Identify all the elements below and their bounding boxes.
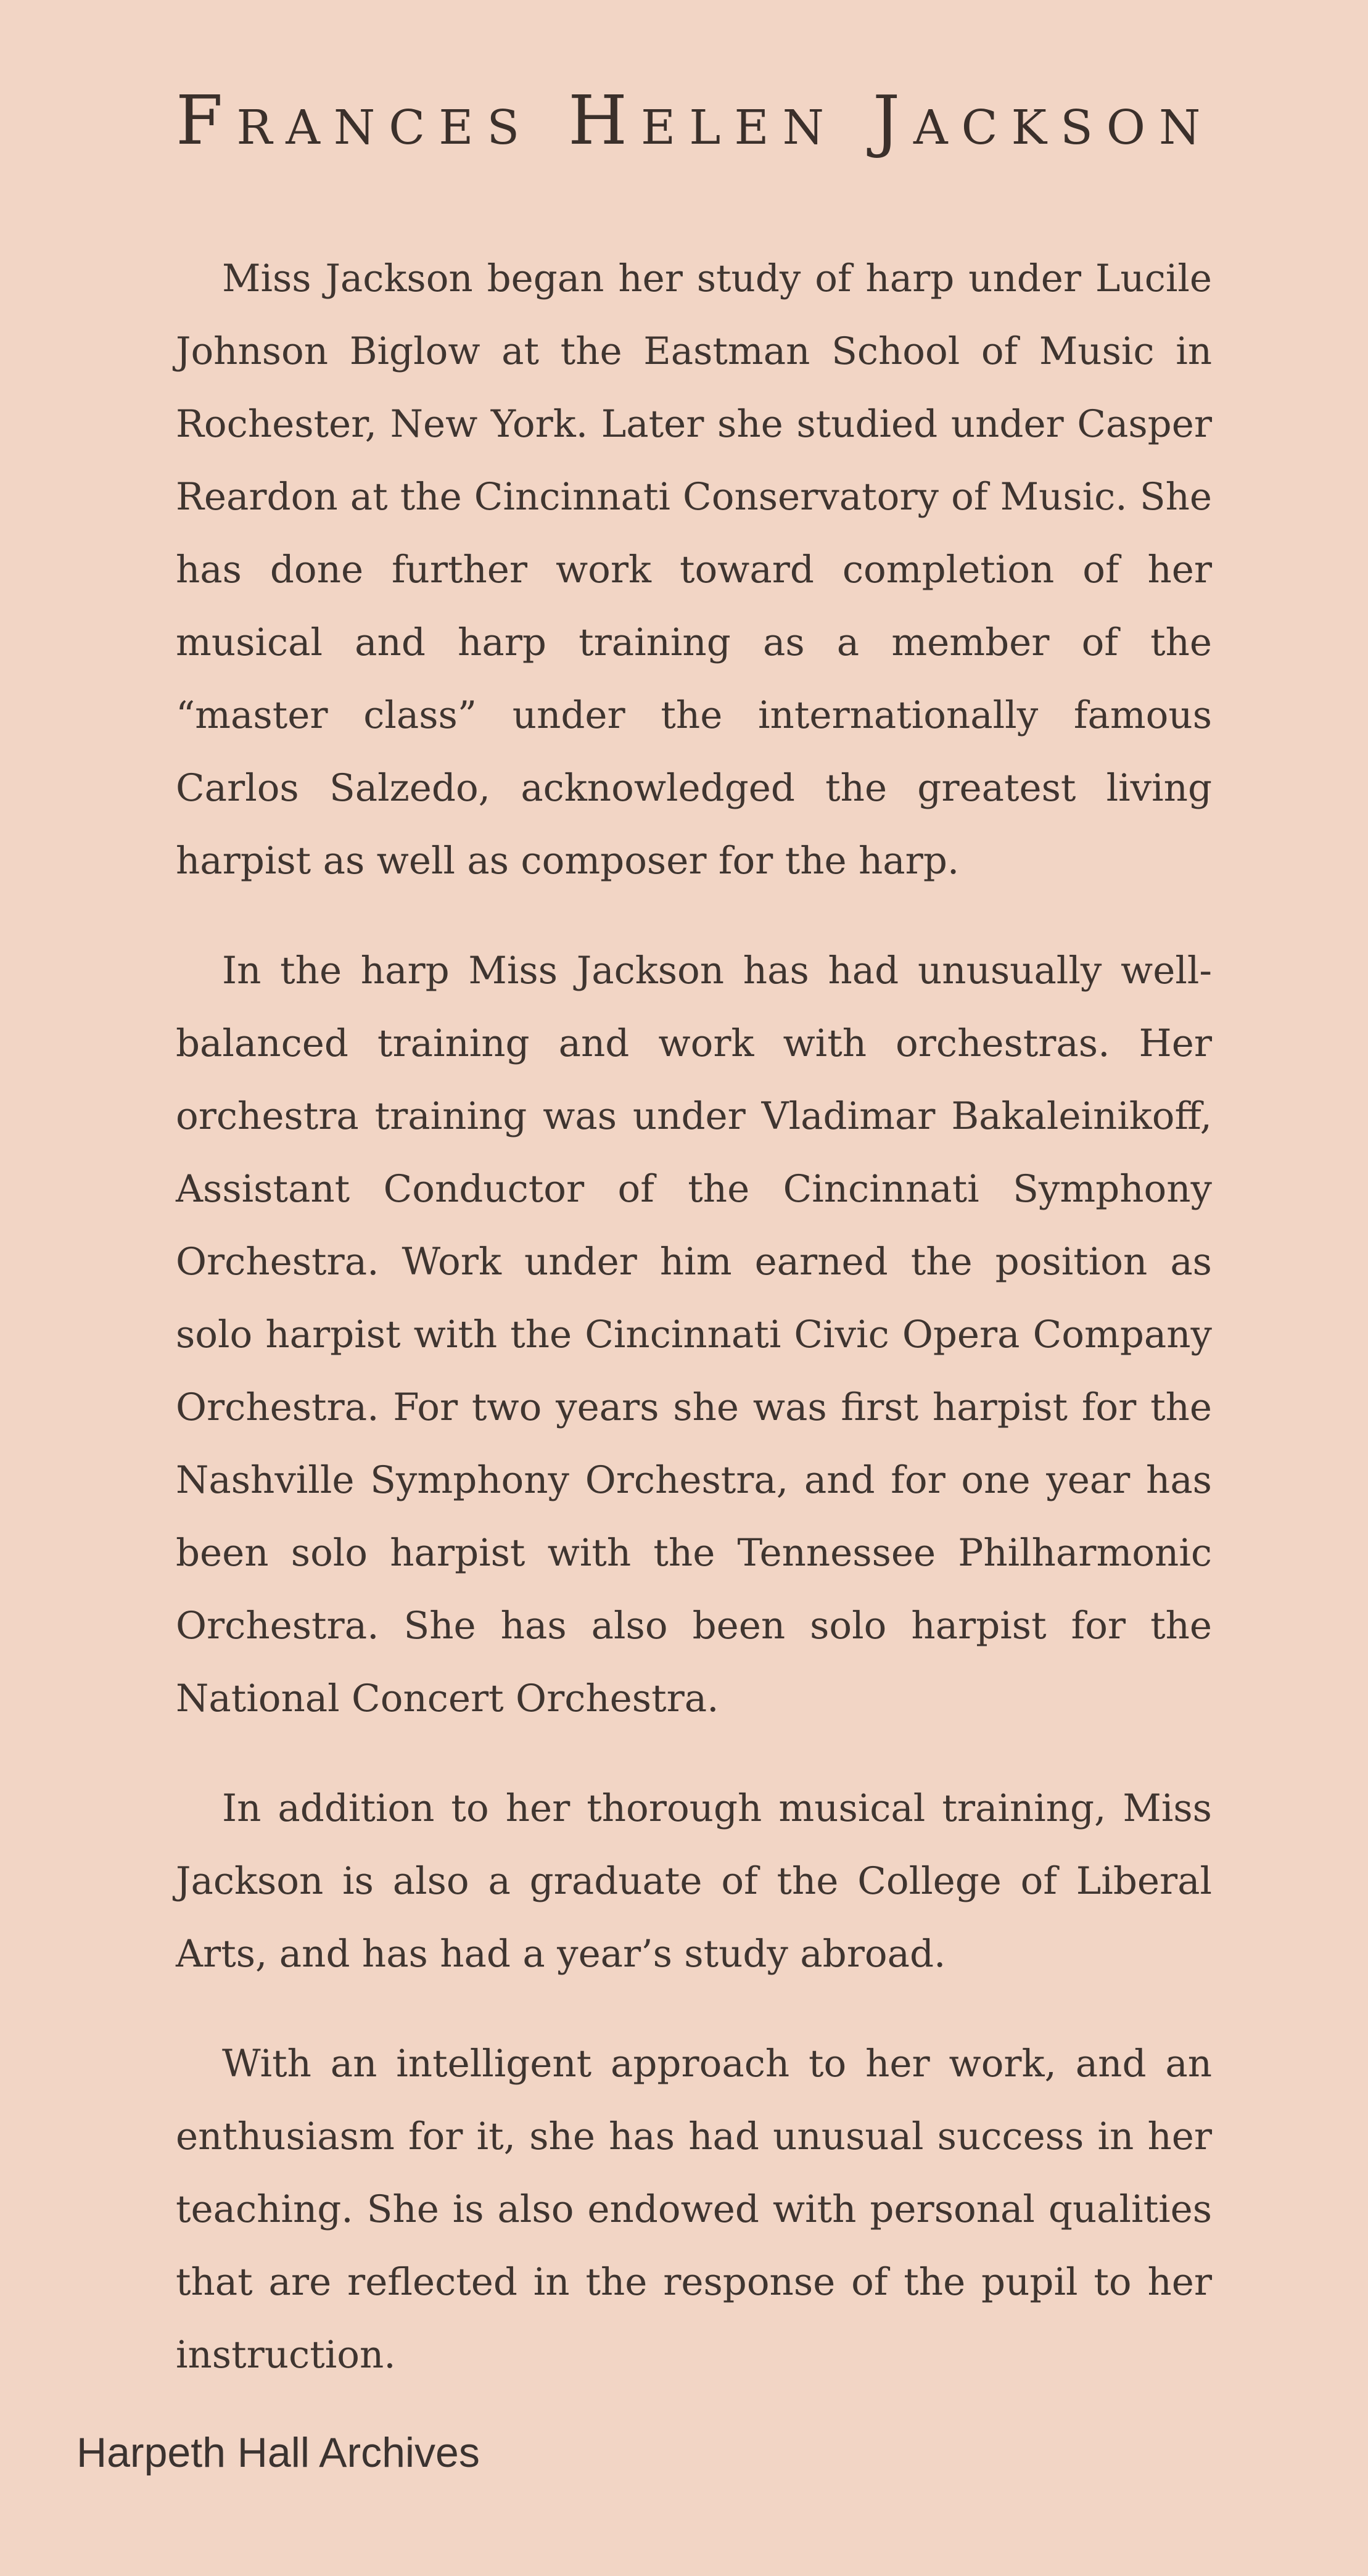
page-title: Frances Helen Jackson xyxy=(176,81,1214,160)
paragraph-2: In the harp Miss Jackson has had unusually well-balanced training and work with orchestras. Her orchestra training was under Vladimar Bakaleinikoff, Assistant Conductor of the Cincinnati Symphony Orchestra. Work under him earned the position as solo harpist with the Cincinnati Civic Opera Company Orchestra. For two years she was first harpist for the Nashville Symphony Orchestra, and for one year has been solo harpist with the Tennessee Philharmonic Orchestra. She has also been solo harpist for the National Concert Orchestra. xyxy=(176,949,1212,1720)
paragraph-4: With an intelligent approach to her work, and an enthusiasm for it, she has had unusual success in her teaching. She is also endowed with personal qualities that are reflected in the response of the pupil to her instruction. xyxy=(176,2042,1212,2377)
archive-label: Harpeth Hall Archives xyxy=(76,2429,480,2476)
paragraph-3: In addition to her thorough musical training, Miss Jackson is also a graduate of the College of Liberal Arts, and has had a year’s study abroad. xyxy=(176,1786,1212,1976)
document-body xyxy=(176,242,1212,2429)
paragraph-1: Miss Jackson began her study of harp under Lucile Johnson Biglow at the Eastman School of Music in Rochester, New York. Later she studied under Casper Reardon at the Cincinnati Conservatory of Music. She has done further work toward completion of her musical and harp training as a member of the “master class” under the internationally famous Carlos Salzedo, acknowledged the greatest living harpist as well as composer for the harp. xyxy=(176,257,1212,883)
